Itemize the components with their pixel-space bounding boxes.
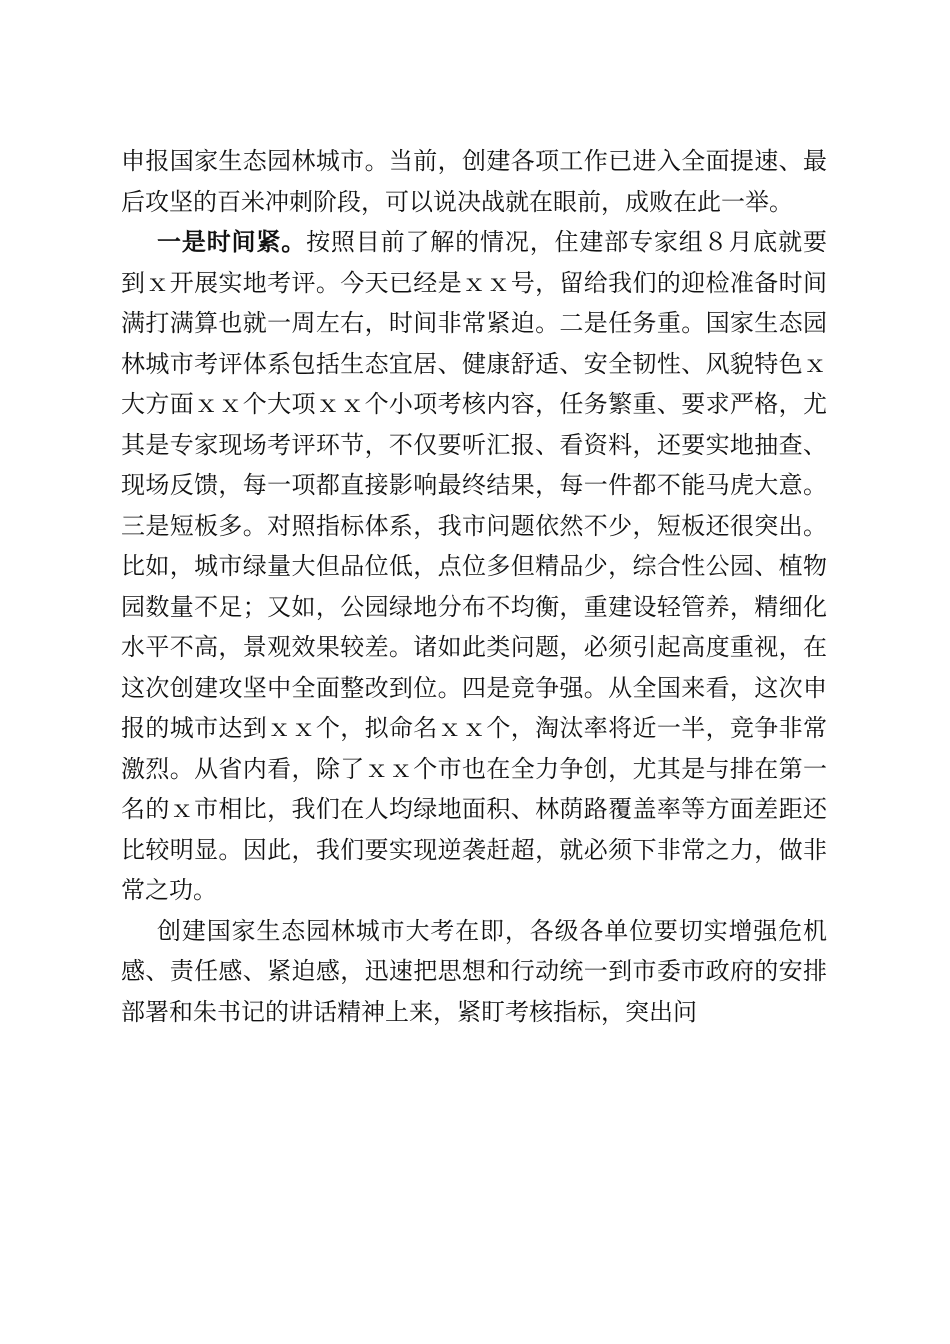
paragraph-2	[121, 222, 827, 911]
paragraph-1: 申报国家生态园林城市。当前，创建各项工作已进入全面提速、最后攻坚的百米冲刺阶段，可以说决战就在眼前，成败在此一举。	[121, 147, 827, 216]
document-body	[121, 141, 827, 1032]
paragraph-2-body: 按照目前了解的情况，住建部专家组８月底就要到ｘ开展实地考评。今天已经是ｘｘ号，留给我们的迎检准备时间满打满算也就一周左右，时间非常紧迫。二是任务重。国家生态园林城市考评体系包括生态宜居、健康舒适、安全韧性、风貌特色ｘ大方面ｘｘ个大项ｘｘ个小项考核内容，任务繁重、要求严格，尤其是专家现场考评环节，不仅要听汇报、看资料，还要实地抽查、现场反馈，每一项都直接影响最终结果，每一件都不能马虎大意。三是短板多。对照指标体系，我市问题依然不少，短板还很突出。比如，城市绿量大但品位低，点位多但精品少，综合性公园、植物园数量不足；又如，公园绿地分布不均衡，重建设轻管养，精细化水平不高，景观效果较差。诸如此类问题，必须引起高度重视，在这次创建攻坚中全面整改到位。四是竞争强。从全国来看，这次申报的城市达到ｘｘ个，拟命名ｘｘ个，淘汰率将近一半，竞争非常激烈。从省内看，除了ｘｘ个市也在全力争创，尤其是与排在第一名的ｘ市相比，我们在人均绿地面积、林荫路覆盖率等方面差距还比较明显。因此，我们要实现逆袭赶超，就必须下非常之力，做非常之功。	[121, 228, 827, 904]
paragraph-2-lead: 一是时间紧。	[157, 227, 307, 256]
paragraph-3: 创建国家生态园林城市大考在即，各级各单位要切实增强危机感、责任感、紧迫感，迅速把思想和行动统一到市委市政府的安排部署和朱书记的讲话精神上来，紧盯考核指标，突出问	[121, 916, 827, 1026]
